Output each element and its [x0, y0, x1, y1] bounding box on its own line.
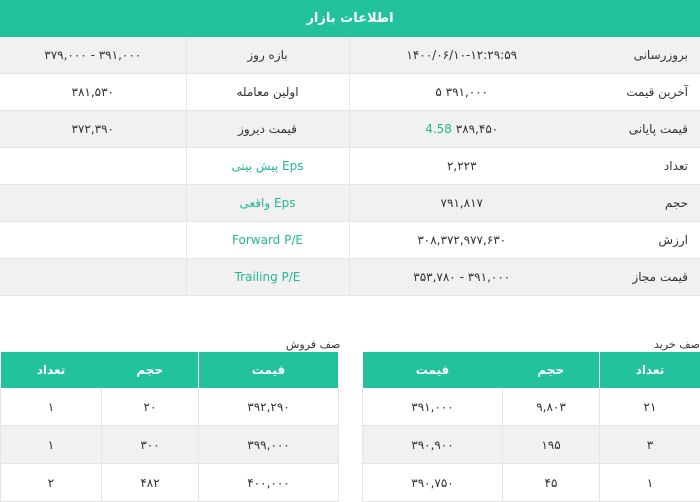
table-row — [1, 388, 339, 426]
day-range-value: ۳۹۱,۰۰۰ - ۳۷۹,۰۰۰ — [0, 37, 186, 74]
info-row — [0, 111, 700, 148]
table-row — [1, 464, 339, 502]
buy-price-cell: ۳۹۰,۷۵۰ — [363, 464, 503, 502]
buy-count-cell: ۲۱ — [600, 388, 700, 426]
info-row — [0, 185, 700, 222]
buy-volume-header: حجم — [503, 352, 600, 388]
volume-label: حجم — [574, 185, 700, 222]
eps-forecast-value — [0, 148, 186, 185]
update-time-label: بروزرسانی — [574, 37, 700, 74]
yesterday-price-value: ۳۷۲,۳۹۰ — [0, 111, 186, 148]
sell-volume-header: حجم — [102, 352, 199, 388]
buy-volume-cell: ۹,۸۰۳ — [503, 388, 600, 426]
info-row — [0, 74, 700, 111]
trailing-pe-label: Trailing P/E — [186, 259, 349, 296]
sell-price-cell: ۳۹۲,۲۹۰ — [199, 388, 339, 426]
sell-volume-cell: ۳۰۰ — [102, 426, 199, 464]
sell-price-header: قیمت — [199, 352, 339, 388]
market-info-table — [0, 37, 700, 296]
update-time-value: ۱۴۰۰/۰۶/۱۰-۱۲:۲۹:۵۹ — [349, 37, 574, 74]
table-row — [363, 426, 700, 464]
market-info-panel — [0, 0, 700, 37]
info-row — [0, 222, 700, 259]
sell-price-cell: ۴۰۰,۰۰۰ — [199, 464, 339, 502]
market-info-title: اطلاعات بازار — [0, 0, 700, 37]
forward-pe-value — [0, 222, 186, 259]
closing-price-label: قیمت پایانی — [574, 111, 700, 148]
buy-count-cell: ۱ — [600, 464, 700, 502]
last-price-value: ۳۹۱,۰۰۰ ۵ — [349, 74, 574, 111]
sell-queue-header — [1, 352, 339, 388]
buy-volume-cell: ۴۵ — [503, 464, 600, 502]
sell-price-cell: ۳۹۹,۰۰۰ — [199, 426, 339, 464]
info-row — [0, 148, 700, 185]
last-price-label: آخرین قیمت — [574, 74, 700, 111]
sell-count-header: تعداد — [1, 352, 102, 388]
buy-price-cell: ۳۹۱,۰۰۰ — [363, 388, 503, 426]
closing-price-change: 4.58 — [425, 122, 452, 136]
buy-count-header: تعداد — [600, 352, 700, 388]
allowed-price-label: قیمت مجاز — [574, 259, 700, 296]
buy-count-cell: ۳ — [600, 426, 700, 464]
value-total-label: ارزش — [574, 222, 700, 259]
first-trade-value: ۳۸۱,۵۳۰ — [0, 74, 186, 111]
sell-count-cell: ۱ — [1, 388, 102, 426]
volume-value: ۷۹۱,۸۱۷ — [349, 185, 574, 222]
table-row — [1, 426, 339, 464]
closing-price-value — [349, 111, 574, 148]
sell-count-cell: ۲ — [1, 464, 102, 502]
count-label: تعداد — [574, 148, 700, 185]
yesterday-price-label: قیمت دیروز — [186, 111, 349, 148]
buy-volume-cell: ۱۹۵ — [503, 426, 600, 464]
sell-queue-table — [0, 352, 339, 502]
value-total-value: ۳۰۸,۳۷۲,۹۷۷,۶۳۰ — [349, 222, 574, 259]
sell-queue-title: صف فروش — [286, 338, 340, 351]
buy-queue-header — [363, 352, 700, 388]
day-range-label: بازه روز — [186, 37, 349, 74]
buy-price-cell: ۳۹۰,۹۰۰ — [363, 426, 503, 464]
table-row — [363, 464, 700, 502]
buy-price-header: قیمت — [363, 352, 503, 388]
trailing-pe-value — [0, 259, 186, 296]
table-row — [363, 388, 700, 426]
count-value: ۲,۲۲۳ — [349, 148, 574, 185]
first-trade-label: اولین معامله — [186, 74, 349, 111]
info-row — [0, 259, 700, 296]
eps-actual-label: Eps واقعی — [186, 185, 349, 222]
closing-price-number: ۳۸۹,۴۵۰ — [456, 122, 499, 136]
sell-count-cell: ۱ — [1, 426, 102, 464]
buy-queue-title: صف خرید — [654, 338, 700, 351]
eps-forecast-label: Eps پیش بینی — [186, 148, 349, 185]
forward-pe-label: Forward P/E — [186, 222, 349, 259]
sell-volume-cell: ۴۸۲ — [102, 464, 199, 502]
buy-queue-table — [362, 352, 700, 502]
sell-volume-cell: ۲۰ — [102, 388, 199, 426]
allowed-price-value: ۳۹۱,۰۰۰ - ۳۵۳,۷۸۰ — [349, 259, 574, 296]
info-row — [0, 37, 700, 74]
eps-actual-value — [0, 185, 186, 222]
